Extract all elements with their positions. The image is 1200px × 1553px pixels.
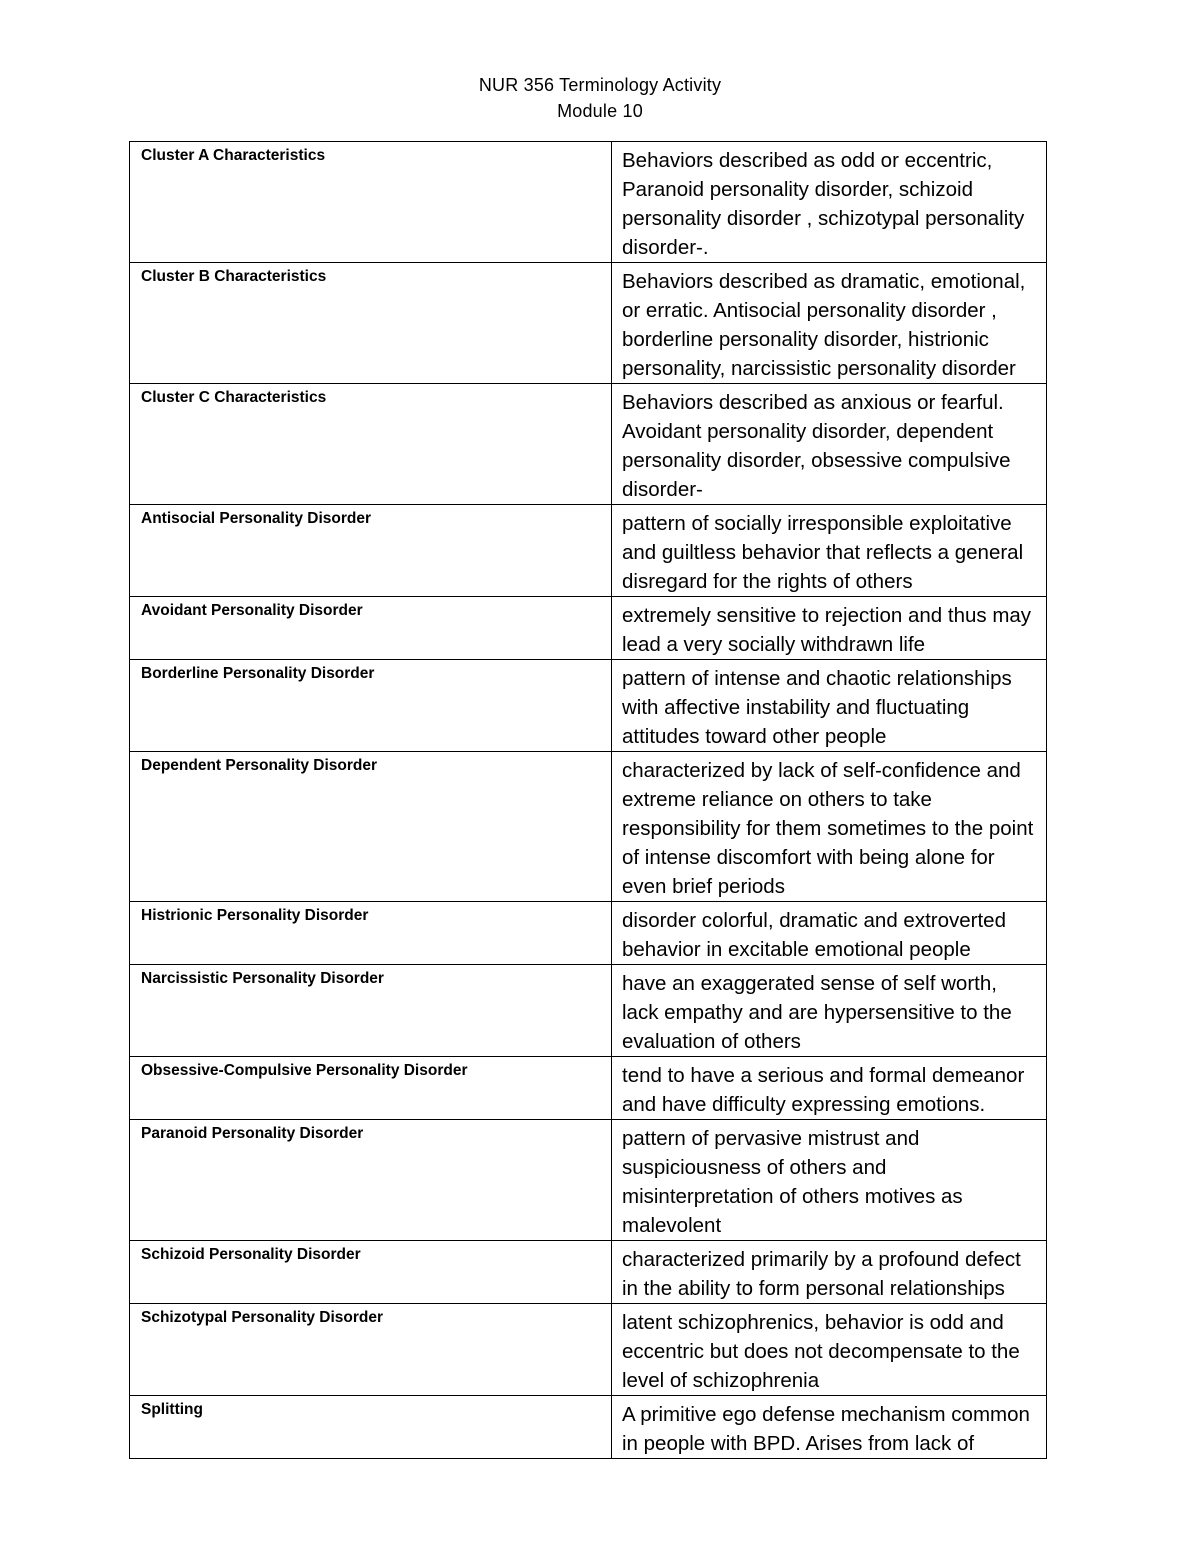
table-row	[130, 965, 1047, 1057]
table-row	[130, 505, 1047, 597]
definition-cell: Behaviors described as anxious or fearful. Avoidant personality disorder, dependent personality disorder, obsessive compulsive disorder-	[612, 384, 1047, 505]
table-row	[130, 142, 1047, 263]
term-cell: Antisocial Personality Disorder	[130, 505, 612, 597]
definition-cell: Behaviors described as odd or eccentric, Paranoid personality disorder, schizoid personality disorder , schizotypal personality disorder-.	[612, 142, 1047, 263]
term-cell: Dependent Personality Disorder	[130, 752, 612, 902]
term-cell: Obsessive-Compulsive Personality Disorder	[130, 1057, 612, 1120]
definition-cell: pattern of socially irresponsible exploitative and guiltless behavior that reflects a general disregard for the rights of others	[612, 505, 1047, 597]
definition-cell: have an exaggerated sense of self worth, lack empathy and are hypersensitive to the evaluation of others	[612, 965, 1047, 1057]
definition-cell: disorder colorful, dramatic and extroverted behavior in excitable emotional people	[612, 902, 1047, 965]
table-row	[130, 902, 1047, 965]
term-cell: Cluster A Characteristics	[130, 142, 612, 263]
definition-cell: tend to have a serious and formal demeanor and have difficulty expressing emotions.	[612, 1057, 1047, 1120]
definition-cell: Behaviors described as dramatic, emotional, or erratic. Antisocial personality disorder , borderline personality disorder, histrionic personality, narcissistic personality disorder	[612, 263, 1047, 384]
definition-cell: pattern of intense and chaotic relationships with affective instability and fluctuating attitudes toward other people	[612, 660, 1047, 752]
table-row	[130, 1241, 1047, 1304]
definition-cell: pattern of pervasive mistrust and suspiciousness of others and misinterpretation of others motives as malevolent	[612, 1120, 1047, 1241]
term-cell: Schizotypal Personality Disorder	[130, 1304, 612, 1396]
document-subtitle: Module 10	[557, 101, 643, 121]
terminology-table	[129, 141, 1047, 1459]
definition-cell: latent schizophrenics, behavior is odd and eccentric but does not decompensate to the level of schizophrenia	[612, 1304, 1047, 1396]
table-row	[130, 1120, 1047, 1241]
table-row	[130, 1304, 1047, 1396]
document-title: NUR 356 Terminology Activity	[478, 75, 722, 95]
term-cell: Narcissistic Personality Disorder	[130, 965, 612, 1057]
definition-cell: extremely sensitive to rejection and thus may lead a very socially withdrawn life	[612, 597, 1047, 660]
term-cell: Cluster B Characteristics	[130, 263, 612, 384]
table-row	[130, 263, 1047, 384]
term-cell: Borderline Personality Disorder	[130, 660, 612, 752]
definition-cell: characterized by lack of self-confidence and extreme reliance on others to take responsibility for them sometimes to the point of intense discomfort with being alone for even brief periods	[612, 752, 1047, 902]
term-cell: Paranoid Personality Disorder	[130, 1120, 612, 1241]
document-header	[0, 72, 1200, 124]
definition-cell: A primitive ego defense mechanism common in people with BPD. Arises from lack of	[612, 1396, 1047, 1459]
term-cell: Cluster C Characteristics	[130, 384, 612, 505]
term-cell: Avoidant Personality Disorder	[130, 597, 612, 660]
definition-cell: characterized primarily by a profound defect in the ability to form personal relationships	[612, 1241, 1047, 1304]
table-row	[130, 384, 1047, 505]
table-row	[130, 1396, 1047, 1459]
term-cell: Histrionic Personality Disorder	[130, 902, 612, 965]
term-cell: Splitting	[130, 1396, 612, 1459]
table-row	[130, 752, 1047, 902]
table-row	[130, 1057, 1047, 1120]
table-row	[130, 660, 1047, 752]
term-cell: Schizoid Personality Disorder	[130, 1241, 612, 1304]
table-row	[130, 597, 1047, 660]
